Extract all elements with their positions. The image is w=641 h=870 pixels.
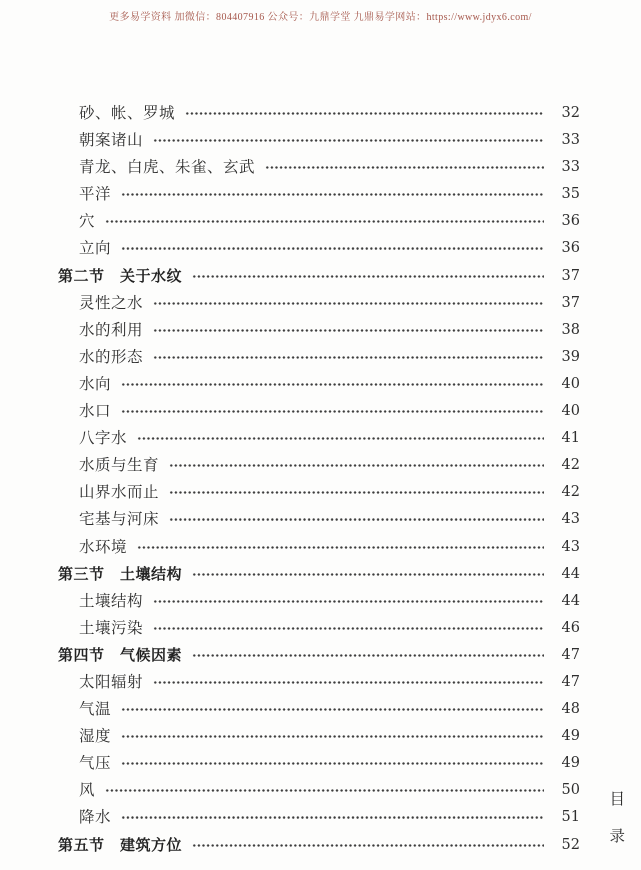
dot-leader	[169, 479, 544, 506]
toc-entry-title: 立向	[79, 240, 112, 258]
toc-entry-title: 第五节 建筑方位	[58, 836, 183, 854]
toc-page-number: 43	[561, 538, 580, 555]
toc-page-number: 36	[561, 213, 580, 230]
toc-page-number: 50	[561, 782, 580, 799]
toc-entry-title: 穴	[79, 213, 96, 231]
dot-leader	[192, 832, 544, 859]
toc-entry-title: 水的利用	[79, 321, 144, 339]
toc-entry-title: 水向	[79, 375, 112, 393]
toc-entry-row[interactable]	[58, 534, 580, 561]
toc-page-number: 51	[561, 809, 580, 826]
toc-entry-row[interactable]	[58, 615, 580, 642]
dot-leader	[169, 506, 544, 533]
toc-entry-row[interactable]	[58, 127, 580, 154]
dot-leader	[153, 290, 544, 317]
dot-leader	[153, 317, 544, 344]
toc-entry-title: 青龙、白虎、朱雀、玄武	[79, 159, 256, 177]
side-label-char-mu: 目	[609, 791, 625, 808]
toc-entry-row[interactable]	[58, 154, 580, 181]
toc-entry-title: 降水	[79, 809, 112, 827]
toc-page-number: 37	[561, 294, 580, 311]
toc-page-number: 46	[561, 619, 580, 636]
toc-entry-title: 水环境	[79, 538, 128, 556]
toc-page-number: 33	[561, 132, 580, 149]
toc-entry-row[interactable]	[58, 181, 580, 208]
toc-entry-title: 水口	[79, 403, 112, 421]
toc-entry-row[interactable]	[58, 669, 580, 696]
toc-entry-row[interactable]	[58, 723, 580, 750]
dot-leader	[121, 723, 544, 750]
toc-page-number: 35	[561, 186, 580, 203]
toc-page-number: 49	[561, 728, 580, 745]
toc-entry-title: 八字水	[79, 430, 128, 448]
toc-entry-title: 第三节 土壤结构	[58, 565, 183, 583]
toc-entry-row[interactable]	[58, 479, 580, 506]
toc-entry-title: 第四节 气候因素	[58, 646, 183, 664]
toc-entry-row[interactable]	[58, 235, 580, 262]
toc-page-number: 39	[561, 348, 580, 365]
side-label-char-lu: 录	[609, 828, 625, 845]
watermark-header: 更多易学资料 加微信：804407916 公众号：九鼎学堂 九鼎易学网站：https://www.jdyx6.com/	[109, 12, 532, 23]
dot-leader	[105, 208, 544, 235]
dot-leader	[185, 100, 544, 127]
toc-page-number: 33	[561, 159, 580, 176]
toc-entry-title: 湿度	[79, 728, 112, 746]
toc-section-row[interactable]	[58, 642, 580, 669]
dot-leader	[121, 750, 544, 777]
toc-entry-row[interactable]	[58, 398, 580, 425]
toc-page-number: 42	[561, 484, 580, 501]
toc-entry-row[interactable]	[58, 425, 580, 452]
dot-leader	[265, 154, 544, 181]
toc-entry-title: 朝案诸山	[79, 132, 144, 150]
toc-entry-row[interactable]	[58, 317, 580, 344]
toc-entry-row[interactable]	[58, 452, 580, 479]
dot-leader	[105, 777, 544, 804]
toc-entry-title: 太阳辐射	[79, 673, 144, 691]
dot-leader	[192, 642, 544, 669]
toc-entry-title: 土壤污染	[79, 619, 144, 637]
toc-entry-title: 风	[79, 782, 96, 800]
toc-entry-row[interactable]	[58, 777, 580, 804]
toc-page-number: 52	[561, 836, 580, 853]
toc-entry-title: 水质与生育	[79, 457, 160, 475]
toc-entry-row[interactable]	[58, 290, 580, 317]
toc-section-row[interactable]	[58, 561, 580, 588]
dot-leader	[153, 669, 544, 696]
toc-list	[58, 100, 580, 859]
dot-leader	[192, 263, 544, 290]
toc-page-number: 44	[561, 565, 580, 582]
dot-leader	[121, 696, 544, 723]
side-label-mulu	[609, 792, 625, 845]
dot-leader	[153, 615, 544, 642]
dot-leader	[121, 398, 544, 425]
toc-section-row[interactable]	[58, 263, 580, 290]
toc-entry-title: 土壤结构	[79, 592, 144, 610]
toc-entry-row[interactable]	[58, 371, 580, 398]
toc-entry-title: 平洋	[79, 186, 112, 204]
toc-entry-row[interactable]	[58, 588, 580, 615]
toc-entry-title: 气温	[79, 701, 112, 719]
toc-page-number: 47	[561, 646, 580, 663]
toc-page-number: 36	[561, 240, 580, 257]
dot-leader	[153, 588, 544, 615]
toc-entry-row[interactable]	[58, 100, 580, 127]
dot-leader	[121, 235, 544, 262]
toc-page-number: 32	[561, 105, 580, 121]
toc-page-number: 44	[561, 592, 580, 609]
toc-entry-title: 水的形态	[79, 348, 144, 366]
toc-page-number: 40	[561, 403, 580, 420]
toc-entry-title: 灵性之水	[79, 294, 144, 312]
toc-page-number: 47	[561, 673, 580, 690]
toc-entry-row[interactable]	[58, 804, 580, 831]
toc-entry-row[interactable]	[58, 750, 580, 777]
toc-entry-row[interactable]	[58, 208, 580, 235]
toc-entry-title: 山界水而止	[79, 484, 160, 502]
dot-leader	[192, 561, 544, 588]
dot-leader	[121, 371, 544, 398]
dot-leader	[137, 534, 544, 561]
toc-page-number: 40	[561, 375, 580, 392]
dot-leader	[121, 804, 544, 831]
toc-section-row[interactable]	[58, 832, 580, 859]
toc-page-number: 38	[561, 321, 580, 338]
toc-page-number: 37	[561, 267, 580, 284]
dot-leader	[153, 344, 544, 371]
dot-leader	[137, 425, 544, 452]
dot-leader	[169, 452, 544, 479]
toc-entry-row[interactable]	[58, 344, 580, 371]
toc-entry-title: 第二节 关于水纹	[58, 267, 183, 285]
toc-entry-title: 气压	[79, 755, 112, 773]
toc-page-number: 43	[561, 511, 580, 528]
toc-entry-row[interactable]	[58, 696, 580, 723]
dot-leader	[153, 127, 544, 154]
toc-page-number: 49	[561, 755, 580, 772]
toc-page-number: 42	[561, 457, 580, 474]
toc-page-number: 41	[561, 430, 580, 447]
dot-leader	[121, 181, 544, 208]
toc-entry-row[interactable]	[58, 506, 580, 533]
toc-entry-title: 宅基与河床	[79, 511, 160, 529]
toc-entry-title: 砂、帐、罗城	[79, 105, 176, 122]
toc-page-number: 48	[561, 701, 580, 718]
